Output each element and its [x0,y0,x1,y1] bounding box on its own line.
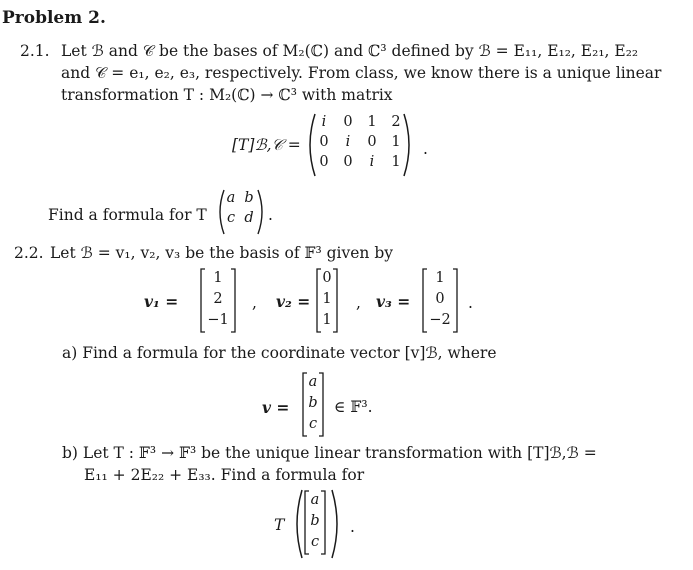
t-arg-entry: a [310,492,320,508]
t-matrix-cell: 2 [391,114,401,130]
t-arg-vector [304,490,328,554]
find-arg-right-paren [256,188,268,236]
v-label: v = [262,398,290,417]
t-matrix-cell: i [345,134,351,150]
part-b-line1: b) Let T : 𝔽³ → 𝔽³ be the unique linear transformation with [T]ℬ,ℬ = [62,444,597,462]
find-arg-cell: a [226,190,236,206]
v1-comma: , [252,294,257,312]
t-arg-right-paren [330,488,344,560]
v3-label: v₃ = [376,292,411,311]
find-arg-cell: b [244,190,254,206]
v2-label: v₂ = [276,292,311,311]
v2-vector [316,268,346,334]
v-entry: a [308,374,318,390]
t-matrix-cell: 0 [367,134,377,150]
find-formula-text: Find a formula for T [48,206,207,224]
v1-label: v₁ = [144,292,179,311]
find-arg-cell: d [244,210,254,226]
part-2-1-line3: transformation T : M₂(ℂ) → ℂ³ with matrix [61,86,393,104]
t-matrix-cell: i [321,114,327,130]
find-arg-period: . [268,206,273,224]
t-matrix-cell: 1 [391,154,401,170]
part-b-line2: E₁₁ + 2E₂₂ + E₃₃. Find a formula for [84,466,365,484]
part-2-1-line2: and 𝒞 = e₁, e₂, e₃, respectively. From class, we know there is a unique linear [61,64,662,82]
v-entry: c [308,416,318,432]
problem-title: Problem 2. [2,8,106,28]
matrix-right-paren [402,112,416,178]
part-a-text: a) Find a formula for the coordinate vector [v]ℬ, where [62,344,497,362]
t-arg-entry: c [310,534,320,550]
v2-entry: 0 [322,270,332,286]
t-matrix-cell: 1 [367,114,377,130]
v1-vector [200,268,240,334]
part-2-1-line1: Let ℬ and 𝒞 be the bases of M₂(ℂ) and ℂ³ defined by ℬ = E₁₁, E₁₂, E₂₁, E₂₂ [61,42,639,60]
matrix-period: . [423,140,428,158]
t-arg-left-paren [290,488,304,560]
v-vector [302,372,326,436]
t-matrix [312,114,408,176]
v1-entry: 1 [213,270,223,286]
v2-entry: 1 [322,312,332,328]
t-label: T [274,516,285,534]
t-arg-entry: b [310,513,320,529]
v3-entry: 1 [435,270,445,286]
find-arg-cell: c [226,210,236,226]
v3-entry: −2 [429,312,451,328]
part-2-2-label: 2.2. [14,244,44,262]
v1-entry: −1 [207,312,229,328]
t-matrix-cell: i [369,154,375,170]
part-2-1-label: 2.1. [20,42,50,60]
v2-entry: 1 [322,291,332,307]
v3-vector [422,268,462,334]
t-matrix-cell: 0 [343,114,353,130]
part-2-2-line1: Let ℬ = v₁, v₂, v₃ be the basis of 𝔽³ given by [50,244,394,262]
v-entry: b [308,395,318,411]
v-tail: ∈ 𝔽³. [334,398,373,416]
v3-entry: 0 [435,291,445,307]
t-matrix-cell: 0 [319,154,329,170]
v2-comma: , [356,294,361,312]
vectors-period: . [468,294,473,312]
t-matrix-cell: 0 [319,134,329,150]
t-matrix-cell: 1 [391,134,401,150]
matrix-lhs-label: [T]ℬ,𝒞 = [232,136,301,154]
t-matrix-cell: 0 [343,154,353,170]
v1-entry: 2 [213,291,223,307]
t-arg-period: . [350,518,355,536]
